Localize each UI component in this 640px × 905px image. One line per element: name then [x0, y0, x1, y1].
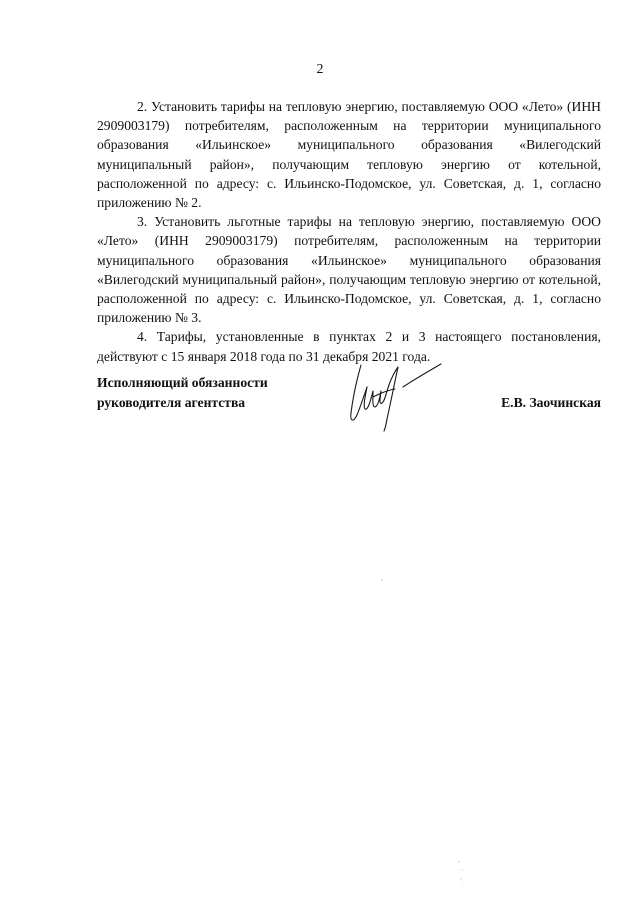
document-body — [97, 97, 601, 366]
signatory-name: Е.В. Заочинская — [501, 394, 601, 410]
scan-speck — [380, 578, 384, 582]
scan-speck — [456, 858, 466, 888]
handwritten-signature — [343, 357, 443, 433]
paragraph-3: 3. Установить льготные тарифы на тепловую энергию, поставляемую ООО «Лето» (ИНН 2909003179) потребителям, расположенным на территории муниципального образования «Ильинское» муниципального образования «Вилегодский муниципальный район», получающим тепловую энергию от котельной, расположенной по адресу: с. Ильинско-Подомское, ул. Советская, д. 1, согласно приложению № 3. — [97, 214, 601, 326]
paragraph-4: 4. Тарифы, установленные в пунктах 2 и 3 настоящего постановления, действуют с 15 января 2018 года по 31 декабря 2021 года. — [97, 329, 601, 364]
page-number: 2 — [316, 62, 324, 77]
signatory-title — [97, 373, 268, 412]
paragraph-2: 2. Установить тарифы на тепловую энергию, поставляемую ООО «Лето» (ИНН 2909003179) потребителям, расположенным на территории муниципального образования «Ильинское» муниципального образования «Вилегодский муниципальный район», получающим тепловую энергию от котельной, расположенной по адресу: с. Ильинско-Подомское, ул. Советская, д. 1, согласно приложению № 2. — [97, 99, 601, 211]
signatory-title-line-2: руководителя агентства — [97, 394, 246, 410]
signatory-title-line-1: Исполняющий обязанности — [97, 375, 268, 390]
